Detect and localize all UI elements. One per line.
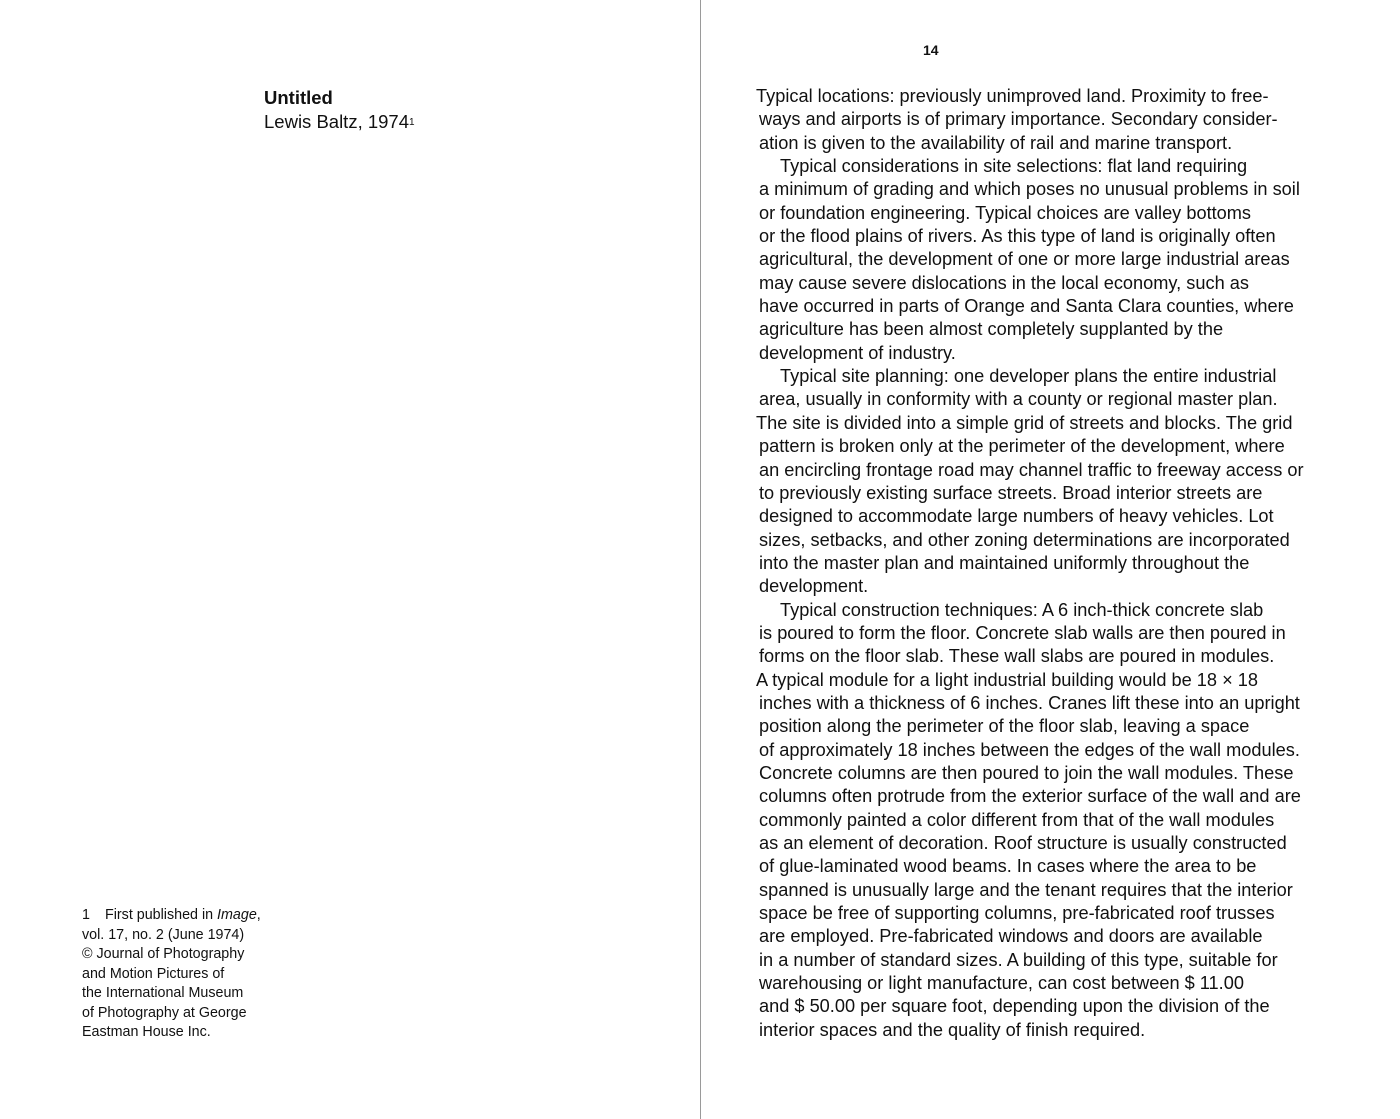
- text-line: of approximately 18 inches between the edges of the wall modules.: [759, 739, 1300, 760]
- text-line: are employed. Pre-fabricated windows and doors are available: [759, 926, 1263, 947]
- text-line: of glue-laminated wood beams. In cases where the area to be: [759, 856, 1257, 877]
- text-line: sizes, setbacks, and other zoning determinations are incorporated: [759, 529, 1290, 550]
- footnote: [82, 906, 282, 1043]
- text-line: warehousing or light manufacture, can cost between $ 11.00: [759, 973, 1244, 994]
- text-line: Typical site planning: one developer plans the entire industrial: [780, 366, 1277, 387]
- footnote-text-0: First published in: [105, 907, 218, 923]
- footnote-marker: 1: [409, 116, 415, 128]
- text-line: or foundation engineering. Typical choices are valley bottoms: [759, 202, 1252, 223]
- footnote-line-1: vol. 17, no. 2 (June 1974): [82, 926, 245, 943]
- text-line: have occurred in parts of Orange and Santa Clara counties, where: [759, 296, 1294, 317]
- essay-title: Untitled: [264, 87, 333, 108]
- text-line: Typical locations: previously unimproved land. Proximity to free-: [756, 86, 1269, 106]
- text-line: and $ 50.00 per square foot, depending upon the division of the: [759, 996, 1270, 1017]
- text-line: development.: [759, 576, 869, 597]
- text-line: forms on the floor slab. These wall slabs are poured in modules.: [759, 646, 1275, 667]
- text-line: spanned is unusually large and the tenant requires that the interior: [759, 879, 1293, 900]
- text-line: is poured to form the floor. Concrete slab walls are then poured in: [759, 622, 1286, 643]
- author-line: [264, 110, 415, 134]
- text-line: development of industry.: [759, 342, 956, 363]
- text-line: Concrete columns are then poured to join the wall modules. These: [759, 762, 1294, 783]
- text-line: area, usually in conformity with a county or regional master plan.: [759, 389, 1278, 410]
- footnote-number: 1: [82, 907, 90, 923]
- right-page: [701, 0, 1400, 1119]
- footnote-comma: ,: [256, 907, 261, 923]
- text-line: a minimum of grading and which poses no unusual problems in soil: [759, 179, 1300, 200]
- text-line: A typical module for a light industrial building would be 18 × 18: [756, 669, 1258, 690]
- text-line: commonly painted a color different from that of the wall modules: [759, 809, 1275, 830]
- text-line: may cause severe dislocations in the local economy, such as: [759, 272, 1249, 293]
- footnote-line-6: Eastman House Inc.: [82, 1024, 211, 1040]
- text-line: space be free of supporting columns, pre-fabricated roof trusses: [759, 903, 1275, 924]
- text-line: in a number of standard sizes. A building of this type, suitable for: [759, 949, 1278, 970]
- footnote-line-3: and Motion Pictures of: [82, 965, 225, 982]
- text-line: agricultural, the development of one or more large industrial areas: [759, 249, 1290, 270]
- text-line: an encircling frontage road may channel traffic to freeway access or: [759, 459, 1304, 480]
- text-line: inches with a thickness of 6 inches. Cranes lift these into an upright: [759, 692, 1300, 713]
- footnote-line-2: © Journal of Photography: [82, 946, 245, 962]
- text-line: designed to accommodate large numbers of heavy vehicles. Lot: [759, 506, 1274, 527]
- text-line: agriculture has been almost completely supplanted by the: [759, 319, 1224, 340]
- text-line: into the master plan and maintained uniformly throughout the: [759, 552, 1250, 573]
- footnote-line-4: the International Museum: [82, 985, 244, 1001]
- footnote-line-5: of Photography at George: [82, 1004, 247, 1021]
- text-line: Typical considerations in site selections: flat land requiring: [780, 156, 1248, 177]
- title-block: [264, 86, 415, 133]
- text-line: as an element of decoration. Roof structure is usually constructed: [759, 833, 1287, 853]
- text-line: ways and airports is of primary importance. Secondary consider-: [759, 109, 1278, 130]
- author-date: Lewis Baltz, 1974: [264, 110, 410, 132]
- footnote-italic-title: Image: [217, 907, 257, 923]
- text-line: Typical construction techniques: A 6 inch-thick concrete slab: [780, 599, 1264, 620]
- text-line: or the flood plains of rivers. As this type of land is originally often: [759, 226, 1276, 247]
- text-line: ation is given to the availability of rail and marine transport.: [759, 132, 1233, 153]
- text-line: The site is divided into a simple grid of streets and blocks. The grid: [756, 412, 1293, 433]
- text-line: pattern is broken only at the perimeter of the development, where: [759, 436, 1285, 457]
- text-line: position along the perimeter of the floor slab, leaving a space: [759, 716, 1250, 737]
- text-line: interior spaces and the quality of finish required.: [759, 1019, 1146, 1040]
- page-number: 14: [923, 42, 939, 58]
- text-line: columns often protrude from the exterior surface of the wall and are: [759, 786, 1301, 807]
- text-line: to previously existing surface streets. Broad interior streets are: [759, 482, 1263, 503]
- body-text: [756, 85, 1326, 1042]
- footnote-line-0: [82, 906, 282, 926]
